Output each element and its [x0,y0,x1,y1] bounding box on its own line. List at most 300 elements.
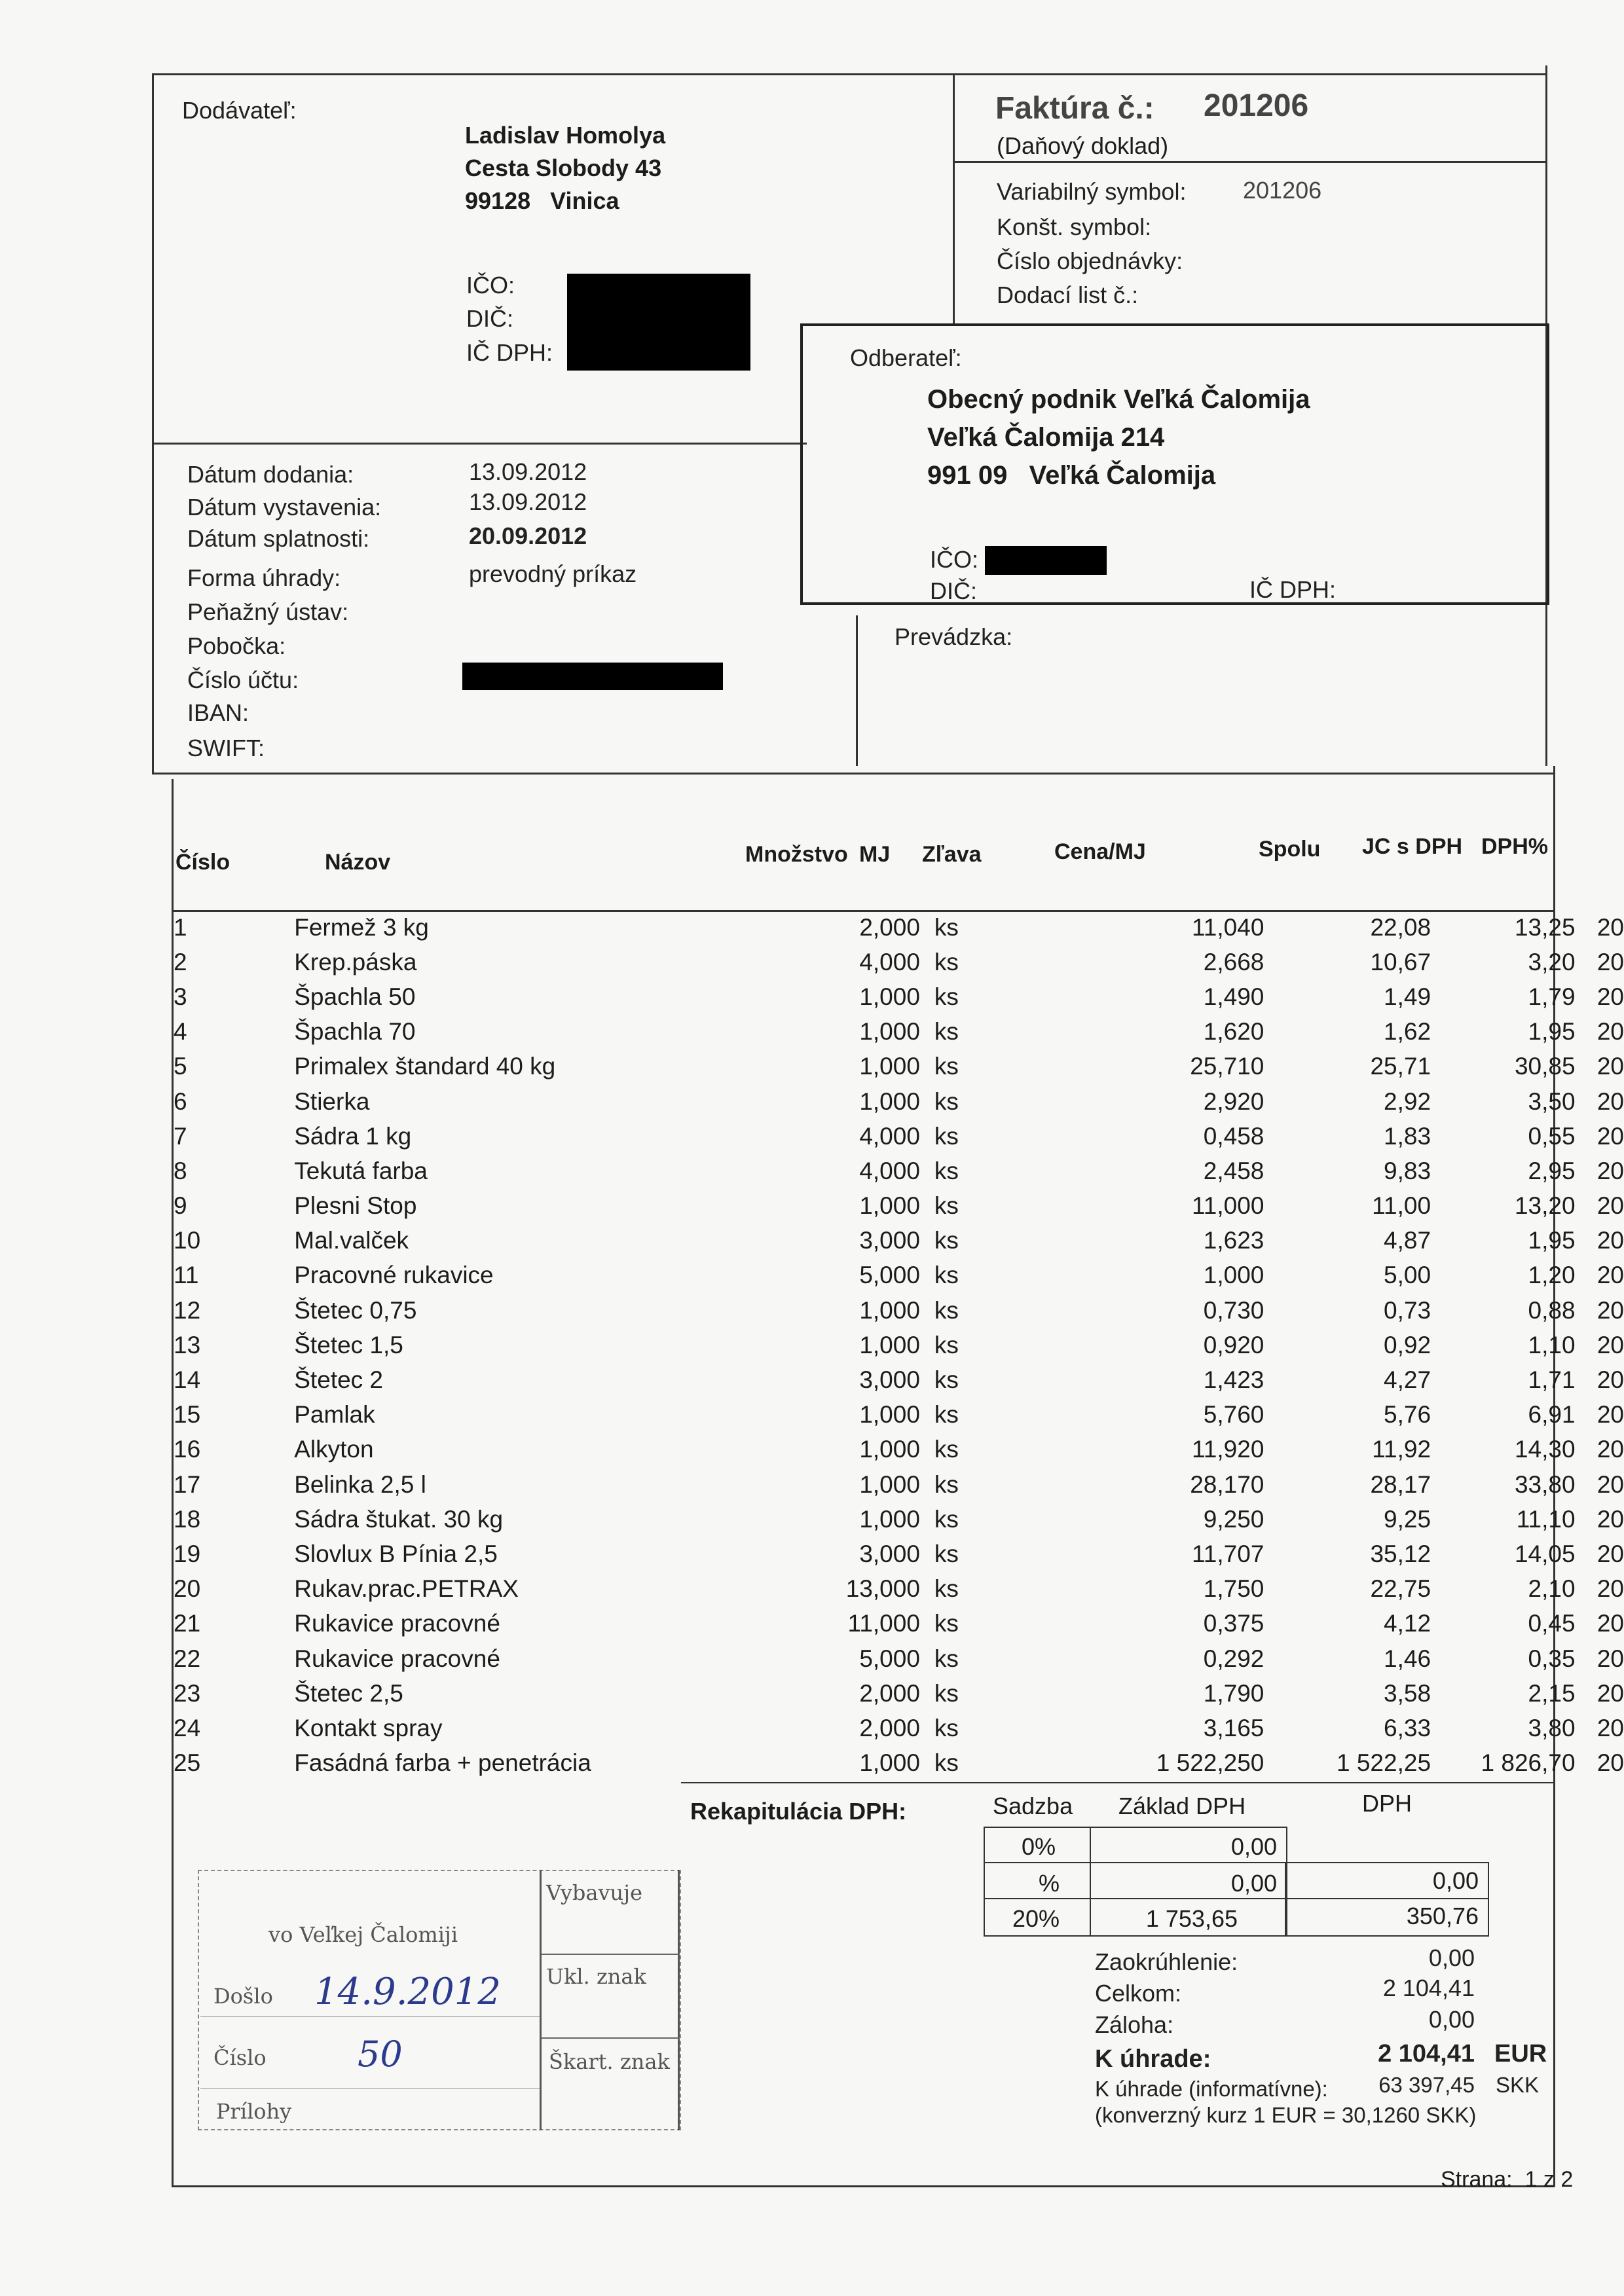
item-name: Špachla 50 [294,983,416,1010]
item-total: 25,71 [1370,1053,1431,1080]
item-price-with-vat: 0,45 [1528,1610,1576,1637]
item-vat-rate: 20 [1596,1645,1624,1672]
item-quantity: 4,000 [859,1157,920,1184]
item-discount [1010,1641,1060,1676]
item-unit: ks [934,1610,959,1637]
item-discount [1010,1432,1060,1467]
payment-method-label: Forma úhrady: [187,564,341,591]
item-total: 11,00 [1372,1192,1431,1220]
item-price-with-vat: 11,10 [1516,1505,1576,1533]
item-quantity: 1,000 [859,1436,920,1463]
item-quantity: 1,000 [859,1018,920,1046]
customer-label: Odberateľ: [850,344,962,371]
item-price-with-vat: 2,15 [1528,1679,1576,1707]
item-vat-rate: 20 [1596,1331,1624,1358]
item-name: Primalex štandard 40 kg [294,1053,556,1080]
item-price-with-vat: 2,10 [1528,1575,1576,1603]
to-pay-info-value: 63 397,45 [1378,2073,1475,2097]
customer-dic-label: DIČ: [930,577,977,604]
item-name: Tekutá farba [294,1157,428,1184]
supplier-street: Cesta Slobody 43 [465,155,662,181]
item-name: Kontakt spray [294,1714,443,1741]
item-name: Štetec 1,5 [294,1331,403,1358]
item-vat-rate: 20 [1596,913,1624,941]
item-total: 1,62 [1384,1018,1431,1046]
item-total: 22,08 [1370,913,1431,941]
item-price-with-vat: 2,95 [1528,1157,1576,1184]
swift-label: SWIFT: [187,735,265,761]
item-number: 12 [174,1296,201,1324]
item-discount [1010,1224,1060,1258]
item-unit-price: 1,750 [1203,1575,1264,1603]
item-total: 22,75 [1370,1575,1431,1603]
table-row [174,910,1624,945]
item-quantity: 2,000 [859,913,920,941]
item-vat-rate: 20 [1596,1401,1624,1429]
item-discount [1010,1362,1060,1397]
item-vat-rate: 20 [1596,1227,1624,1254]
delivery-note-label: Dodací list č.: [997,282,1139,308]
stamp-ref-label: Ukl. znak [546,1964,646,1989]
item-name: Pamlak [294,1401,375,1429]
item-name: Slovlux B Pínia 2,5 [294,1540,498,1567]
item-name: Krep.páska [294,948,417,975]
rounding-label: Zaokrúhlenie: [1095,1948,1238,1975]
item-name: Fasádná farba + penetrácia [294,1749,591,1777]
item-number: 10 [174,1227,201,1254]
item-price-with-vat: 0,88 [1528,1296,1576,1324]
item-quantity: 1,000 [859,983,920,1010]
item-unit: ks [934,1470,959,1498]
frame-top [152,73,1547,75]
account-label: Číslo účtu: [187,666,299,693]
item-total: 11,92 [1372,1436,1431,1463]
item-total: 0,73 [1384,1296,1431,1324]
item-name: Rukav.prac.PETRAX [294,1575,519,1603]
item-name: Stierka [294,1087,370,1115]
item-number: 22 [174,1645,201,1672]
customer-street: Veľká Čalomija 214 [927,423,1165,452]
item-price-with-vat: 1,95 [1528,1227,1576,1254]
payment-method-value: prevodný príkaz [469,560,637,587]
item-vat-rate: 20 [1596,1679,1624,1707]
stamp-number-label: Číslo [213,2045,267,2070]
vat-row-1-rate: % [1039,1870,1060,1897]
item-unit-price: 1,620 [1203,1018,1264,1046]
item-vat-rate: 20 [1596,1610,1624,1637]
item-total: 3,58 [1384,1679,1431,1707]
item-price-with-vat: 1,20 [1528,1262,1576,1289]
invoice-number: 201206 [1204,88,1309,123]
branch-label: Pobočka: [187,632,286,659]
item-unit: ks [934,948,959,975]
item-unit: ks [934,1749,959,1777]
stamp-row-line-4 [200,2088,540,2089]
table-row [174,1398,1624,1432]
item-vat-rate: 20 [1596,1018,1624,1046]
item-name: Štetec 2 [294,1366,384,1394]
customer-city: 991 09 Veľká Čalomija [927,461,1216,490]
table-row [174,1676,1624,1711]
item-number: 21 [174,1610,201,1637]
item-discount [1010,1154,1060,1188]
stamp-row-line-2 [541,2037,680,2039]
iban-label: IBAN: [187,699,249,726]
table-row [174,1362,1624,1397]
item-quantity: 1,000 [859,1053,920,1080]
item-price-with-vat: 13,25 [1514,913,1576,941]
item-number: 20 [174,1575,201,1603]
table-row [174,1711,1624,1745]
item-unit-price: 1,423 [1203,1366,1264,1394]
item-unit-price: 2,920 [1203,1087,1264,1115]
table-row [174,1432,1624,1467]
item-total: 9,25 [1384,1505,1431,1533]
item-quantity: 5,000 [859,1262,920,1289]
frame-bottom [172,2185,1555,2187]
table-row [174,1502,1624,1537]
item-quantity: 1,000 [859,1192,920,1220]
invoice-title-label: Faktúra č.: [995,91,1154,126]
item-unit-price: 3,165 [1203,1714,1264,1741]
item-vat-rate: 20 [1596,1505,1624,1533]
item-unit-price: 1 522,250 [1156,1749,1264,1777]
due-date-label: Dátum splatnosti: [187,525,370,552]
supplier-city: 99128 Vinica [465,187,619,214]
stamp-row-line-1 [541,1954,680,1955]
item-name: Sádra štukat. 30 kg [294,1505,504,1533]
item-quantity: 1,000 [859,1401,920,1429]
item-unit: ks [934,1122,959,1150]
item-price-with-vat: 0,55 [1528,1122,1576,1150]
const-symbol-label: Konšt. symbol: [997,213,1152,240]
advance-value: 0,00 [1428,2006,1475,2033]
vat-row-2-dph: 350,76 [1406,1903,1479,1929]
item-quantity: 13,000 [845,1575,920,1603]
item-unit: ks [934,913,959,941]
item-name: Belinka 2,5 l [294,1470,426,1498]
item-vat-rate: 20 [1596,1122,1624,1150]
item-quantity: 1,000 [859,1470,920,1498]
item-discount [1010,1119,1060,1154]
item-quantity: 3,000 [859,1540,920,1567]
item-vat-rate: 20 [1596,1296,1624,1324]
item-vat-rate: 20 [1596,1470,1624,1498]
item-name: Štetec 0,75 [294,1296,417,1324]
delivery-date-label: Dátum dodania: [187,461,354,488]
item-number: 23 [174,1679,201,1707]
item-price-with-vat: 3,20 [1528,948,1576,975]
table-row [174,1015,1624,1049]
item-unit-price: 11,920 [1191,1436,1264,1463]
page-number: Strana: 1 z 2 [1441,2167,1574,2192]
item-total: 0,92 [1384,1331,1431,1358]
item-name: Špachla 70 [294,1018,416,1046]
stamp-row-line-3 [200,2016,540,2017]
item-unit-price: 5,760 [1203,1401,1264,1429]
item-unit-price: 0,730 [1203,1296,1264,1324]
customer-icdph-label: IČ DPH: [1249,576,1337,603]
item-vat-rate: 20 [1596,948,1624,975]
item-total: 9,83 [1384,1157,1431,1184]
items-table [174,910,1624,1781]
account-redaction [462,663,723,690]
vat-row-1-base: 0,00 [1230,1870,1277,1897]
stamp-received-date: 14.9.2012 [314,1971,502,2013]
table-row [174,1293,1624,1328]
col-header-qty: Množstvo [745,842,848,867]
col-header-name: Názov [325,850,391,875]
total-value: 2 104,41 [1382,1975,1475,2001]
item-quantity: 2,000 [859,1679,920,1707]
item-total: 5,00 [1384,1262,1431,1289]
item-number: 9 [174,1192,187,1220]
item-total: 5,76 [1384,1401,1431,1429]
divider-invoice [953,161,1545,163]
due-date-value: 20.09.2012 [469,522,587,549]
item-quantity: 4,000 [859,1122,920,1150]
vat-row-2-base: 1 753,65 [1145,1905,1238,1932]
vat-row-1-dph: 0,00 [1432,1867,1479,1894]
table-row [174,1746,1624,1781]
table-row [174,1328,1624,1362]
item-name: Fermež 3 kg [294,913,429,941]
item-discount [1010,1258,1060,1293]
divider-vertical [953,73,955,325]
item-discount [1010,1607,1060,1641]
vat-rate-header: Sadzba [993,1793,1073,1819]
vat-row-2-rate: 20% [1012,1905,1060,1932]
item-number: 15 [174,1401,201,1429]
item-name: Pracovné rukavice [294,1262,494,1289]
item-unit: ks [934,1401,959,1429]
item-total: 4,12 [1384,1610,1431,1637]
item-quantity: 1,000 [859,1296,920,1324]
item-price-with-vat: 6,91 [1528,1401,1576,1429]
item-name: Sádra 1 kg [294,1122,412,1150]
col-header-jc: JC s DPH [1362,834,1463,859]
item-price-with-vat: 14,30 [1514,1436,1576,1463]
item-unit-price: 25,710 [1190,1053,1264,1080]
item-vat-rate: 20 [1596,1192,1624,1220]
stamp-handles-label: Vybavuje [546,1880,642,1905]
item-total: 6,33 [1384,1714,1431,1741]
divider-header-top [152,773,1553,774]
item-name: Mal.valček [294,1227,409,1254]
item-discount [1010,1676,1060,1711]
item-total: 1,46 [1384,1645,1431,1672]
customer-name: Obecný podnik Veľká Čalomija [927,385,1310,414]
item-unit: ks [934,1714,959,1741]
item-unit: ks [934,1018,959,1046]
item-number: 4 [174,1018,187,1046]
item-discount [1010,1711,1060,1745]
supplier-name: Ladislav Homolya [465,122,666,149]
item-number: 3 [174,983,187,1010]
item-unit: ks [934,983,959,1010]
table-row [174,979,1624,1014]
vat-base-header: Základ DPH [1118,1793,1246,1819]
item-discount [1010,1537,1060,1571]
item-unit-price: 1,000 [1203,1262,1264,1289]
item-discount [1010,1328,1060,1362]
item-vat-rate: 20 [1596,1436,1624,1463]
vat-row-0-rate: 0% [1022,1833,1056,1860]
item-unit: ks [934,1157,959,1184]
item-unit-price: 11,707 [1191,1540,1264,1567]
to-pay-label: K úhrade: [1095,2045,1211,2073]
item-unit: ks [934,1262,959,1289]
table-row [174,1607,1624,1641]
item-name: Rukavice pracovné [294,1645,500,1672]
item-vat-rate: 20 [1596,1087,1624,1115]
item-unit: ks [934,1331,959,1358]
item-number: 1 [174,913,187,941]
item-number: 19 [174,1540,201,1567]
item-unit: ks [934,1087,959,1115]
item-unit-price: 9,250 [1203,1505,1264,1533]
item-unit: ks [934,1575,959,1603]
col-header-mj: MJ [859,842,891,867]
item-discount [1010,1189,1060,1224]
supplier-ico-label: IČO: [466,272,515,299]
item-unit: ks [934,1366,959,1394]
vat-dph-header: DPH [1362,1790,1412,1817]
item-price-with-vat: 3,80 [1528,1714,1576,1741]
item-quantity: 2,000 [859,1714,920,1741]
col-header-discount: Zľava [922,842,982,867]
premises-label: Prevádzka: [895,623,1013,650]
item-unit-price: 0,458 [1203,1122,1264,1150]
item-quantity: 3,000 [859,1227,920,1254]
item-name: Alkyton [294,1436,374,1463]
item-price-with-vat: 1,10 [1528,1331,1576,1358]
item-number: 16 [174,1436,201,1463]
table-row [174,1154,1624,1188]
item-price-with-vat: 30,85 [1514,1053,1576,1080]
item-discount [1010,1746,1060,1781]
item-discount [1010,1467,1060,1502]
item-unit: ks [934,1645,959,1672]
vat-summary-title: Rekapitulácia DPH: [690,1798,907,1825]
stamp-number-value: 50 [358,2033,403,2075]
table-row [174,1119,1624,1154]
item-number: 8 [174,1157,187,1184]
table-row [174,1537,1624,1571]
delivery-date-value: 13.09.2012 [469,458,587,485]
item-unit-price: 1,490 [1203,983,1264,1010]
item-number: 6 [174,1087,187,1115]
item-unit-price: 11,040 [1191,913,1264,941]
item-quantity: 1,000 [859,1087,920,1115]
item-unit-price: 0,375 [1203,1610,1264,1637]
item-discount [1010,1502,1060,1537]
table-row [174,1049,1624,1084]
item-quantity: 3,000 [859,1366,920,1394]
table-row [174,945,1624,979]
item-number: 18 [174,1505,201,1533]
item-unit-price: 1,790 [1203,1679,1264,1707]
col-header-price: Cena/MJ [1054,839,1146,864]
item-price-with-vat: 0,35 [1528,1645,1576,1672]
item-unit-price: 0,920 [1203,1331,1264,1358]
bank-label: Peňažný ústav: [187,598,349,625]
item-name: Rukavice pracovné [294,1610,500,1637]
item-price-with-vat: 33,80 [1514,1470,1576,1498]
item-vat-rate: 20 [1596,1053,1624,1080]
item-vat-rate: 20 [1596,1366,1624,1394]
item-number: 7 [174,1122,187,1150]
item-unit-price: 28,170 [1190,1470,1264,1498]
supplier-label: Dodávateľ: [182,97,297,124]
item-quantity: 4,000 [859,948,920,975]
total-label: Celkom: [1095,1980,1182,2007]
item-vat-rate: 20 [1596,1749,1624,1777]
table-row [174,1467,1624,1502]
item-unit: ks [934,1192,959,1220]
to-pay-info-label: K úhrade (informatívne): [1095,2077,1328,2101]
item-total: 35,12 [1370,1540,1431,1567]
item-vat-rate: 20 [1596,1157,1624,1184]
item-total: 4,87 [1384,1227,1431,1254]
item-unit: ks [934,1505,959,1533]
item-total: 2,92 [1384,1087,1431,1115]
conversion-note: (konverzný kurz 1 EUR = 30,1260 SKK) [1095,2103,1477,2127]
advance-label: Záloha: [1095,2011,1174,2038]
item-quantity: 1,000 [859,1331,920,1358]
order-number-label: Číslo objednávky: [997,247,1183,274]
item-total: 1 522,25 [1337,1749,1431,1777]
item-discount [1010,945,1060,979]
stamp-right-column [540,1870,680,2130]
divider-supplier [152,443,807,445]
item-unit: ks [934,1436,959,1463]
divider-vat-top [681,1782,1553,1783]
item-quantity: 5,000 [859,1645,920,1672]
col-header-total: Spolu [1259,837,1321,862]
table-row [174,1084,1624,1119]
item-number: 14 [174,1366,201,1394]
item-number: 5 [174,1053,187,1080]
item-number: 11 [174,1262,199,1289]
item-quantity: 1,000 [859,1749,920,1777]
item-quantity: 1,000 [859,1505,920,1533]
col-header-dph: DPH% [1481,834,1549,859]
stamp-title: vo Veľkej Čalomiji [268,1922,458,1947]
issue-date-label: Dátum vystavenia: [187,494,382,520]
item-unit-price: 0,292 [1203,1645,1264,1672]
to-pay-value: 2 104,41 [1378,2040,1475,2068]
item-total: 1,83 [1384,1122,1431,1150]
table-row [174,1572,1624,1607]
item-quantity: 11,000 [847,1610,920,1637]
frame-left [152,73,154,774]
item-vat-rate: 20 [1596,983,1624,1010]
rounding-value: 0,00 [1428,1944,1475,1971]
item-discount [1010,1049,1060,1084]
table-row [174,1224,1624,1258]
item-number: 17 [174,1470,201,1498]
item-total: 28,17 [1370,1470,1431,1498]
to-pay-currency: EUR [1494,2040,1547,2068]
item-unit: ks [934,1053,959,1080]
supplier-icdph-label: IČ DPH: [466,339,553,366]
item-number: 25 [174,1749,201,1777]
stamp-attachments-label: Prílohy [216,2099,292,2124]
item-price-with-vat: 1,79 [1528,983,1576,1010]
issue-date-value: 13.09.2012 [469,488,587,515]
item-discount [1010,1293,1060,1328]
